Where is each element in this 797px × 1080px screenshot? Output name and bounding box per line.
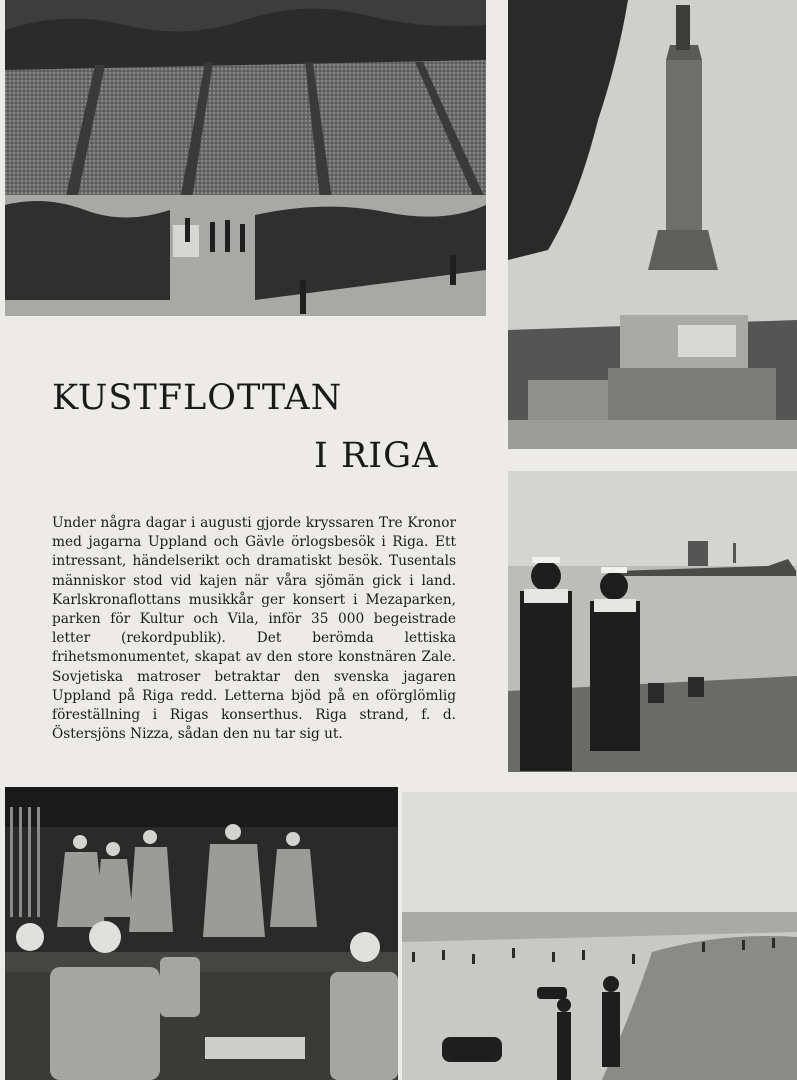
photo-sailors-quay <box>508 471 797 772</box>
article-title-line1: KUSTFLOTTAN <box>52 378 343 418</box>
photo-riga-beach <box>402 792 797 1080</box>
photo-stadium-concert <box>5 0 486 316</box>
photo-folk-dancers <box>5 787 398 1080</box>
article-body: Under några dagar i augusti gjorde kryssaren Tre Kronor med jagarna Uppland och Gävle örlogsbesök i Riga. Ett intressant, händelserikt och dramatiskt besök. Tusentals människor stod vid kajen när våra sjömän gick i land. Karlskronaflottans musikkår ger konsert i Mezaparken, parken för Kultur och Vila, inför 35 000 begeistrade letter (rekordpublik). Det berömda lettiska frihetsmonumentet, skapat av den store konstnären Zale. Sovjetiska matroser betraktar den svenska jagaren Uppland på Riga redd. Letterna bjöd på en oförglömlig föreställning i Rigas konserthus. Riga strand, f. d. Östersjöns Nizza, sådan den nu tar sig ut. <box>52 515 456 743</box>
article-title-line2: I RIGA <box>314 436 439 476</box>
photo-freedom-monument <box>508 0 797 449</box>
